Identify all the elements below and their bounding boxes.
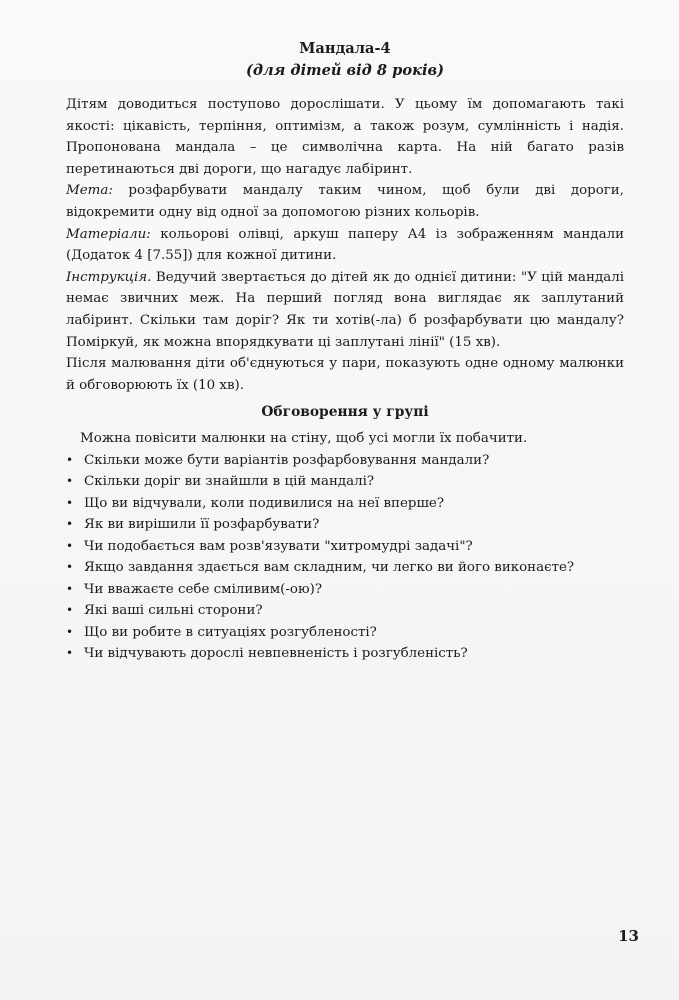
bullet-icon: •	[66, 474, 74, 488]
list-item	[66, 557, 624, 579]
bullet-icon: •	[66, 624, 74, 639]
list-item	[66, 450, 624, 472]
bullet-icon: •	[66, 452, 74, 467]
bullet-icon: •	[66, 495, 74, 510]
list-item	[66, 471, 624, 493]
after-text: Після малювання діти об'єднуються у пари, показують одне одному малюнки й обговорюють їх (10 хв).	[66, 356, 624, 393]
bullet-icon: •	[66, 560, 74, 574]
bullet-icon: •	[66, 603, 74, 617]
question-text: Які ваші сильні сторони?	[84, 603, 263, 618]
goal-paragraph	[66, 180, 624, 223]
bullet-icon: •	[66, 538, 74, 553]
after-paragraph	[66, 353, 624, 396]
bullet-icon: •	[66, 581, 74, 596]
instruction-paragraph	[66, 267, 624, 353]
document-title: Мандала-4	[299, 40, 391, 57]
bullet-icon: •	[66, 517, 74, 531]
materials-text: кольорові олівці, аркуш паперу А4 із зображенням мандали (Додаток 4 [7.55]) для кожної дитини.	[66, 226, 624, 264]
question-text: Скільки може бути варіантів розфарбовування мандали?	[84, 452, 490, 468]
question-text: Чи вважаєте себе сміливим(-ою)?	[84, 581, 323, 597]
list-item	[66, 536, 624, 558]
intro-paragraph	[66, 94, 624, 180]
materials-paragraph	[66, 224, 624, 267]
page-number: 13	[618, 927, 639, 945]
question-text: Що ви відчували, коли подивилися на неї вперше?	[84, 495, 445, 511]
question-text: Скільки доріг ви знайшли в цій мандалі?	[84, 474, 375, 489]
question-text: Що ви робите в ситуаціях розгубленості?	[84, 624, 377, 640]
question-text: Якщо завдання здається вам складним, чи легко ви його виконаєте?	[84, 560, 575, 575]
instruction-text: Ведучий звертається до дітей як до однієї дитини: "У цій мандалі немає звичних меж. На перший погляд вона виглядає як заплутаний лабіринт. Скільки там доріг? Як ти хотів(-ла) б розфарбувати цю мандалу? Поміркуй, як можна впорядкувати ці заплутані лінії" (15 хв).	[66, 269, 624, 350]
list-item	[66, 579, 624, 601]
intro-text: Дітям доводиться поступово дорослішати. У цьому їм допомагають такі якості: цікавість, терпіння, оптимізм, а також розум, сумлінність і надія. Пропонована мандала – це символічна карта. На ній багато разів перетинаються дві дороги, що нагадує лабіринт.	[66, 97, 624, 177]
list-item	[66, 600, 624, 622]
list-item	[66, 514, 624, 536]
list-item	[66, 622, 624, 644]
document-subtitle: (для дітей від 8 років)	[246, 62, 444, 79]
document-body	[66, 38, 624, 665]
bullet-icon: •	[66, 646, 74, 660]
discussion-intro: Можна повісити малюнки на стіну, щоб усі могли їх побачити.	[80, 430, 528, 446]
instruction-label: Інструкція.	[66, 269, 152, 285]
materials-label: Матеріали:	[66, 226, 151, 242]
goal-text: розфарбувати мандалу таким чином, щоб були дві дороги, відокремити одну від одної за допомогою різних кольорів.	[66, 183, 624, 220]
question-list	[66, 450, 624, 665]
question-text: Як ви вирішили її розфарбувати?	[84, 517, 320, 532]
list-item	[66, 493, 624, 515]
goal-label: Мета:	[66, 183, 113, 199]
discussion-title: Обговорення у групі	[261, 404, 429, 421]
question-text: Чи відчувають дорослі невпевненість і розгубленість?	[84, 646, 468, 661]
list-item	[66, 643, 624, 665]
question-text: Чи подобається вам розв'язувати "хитромудрі задачі"?	[84, 538, 473, 554]
